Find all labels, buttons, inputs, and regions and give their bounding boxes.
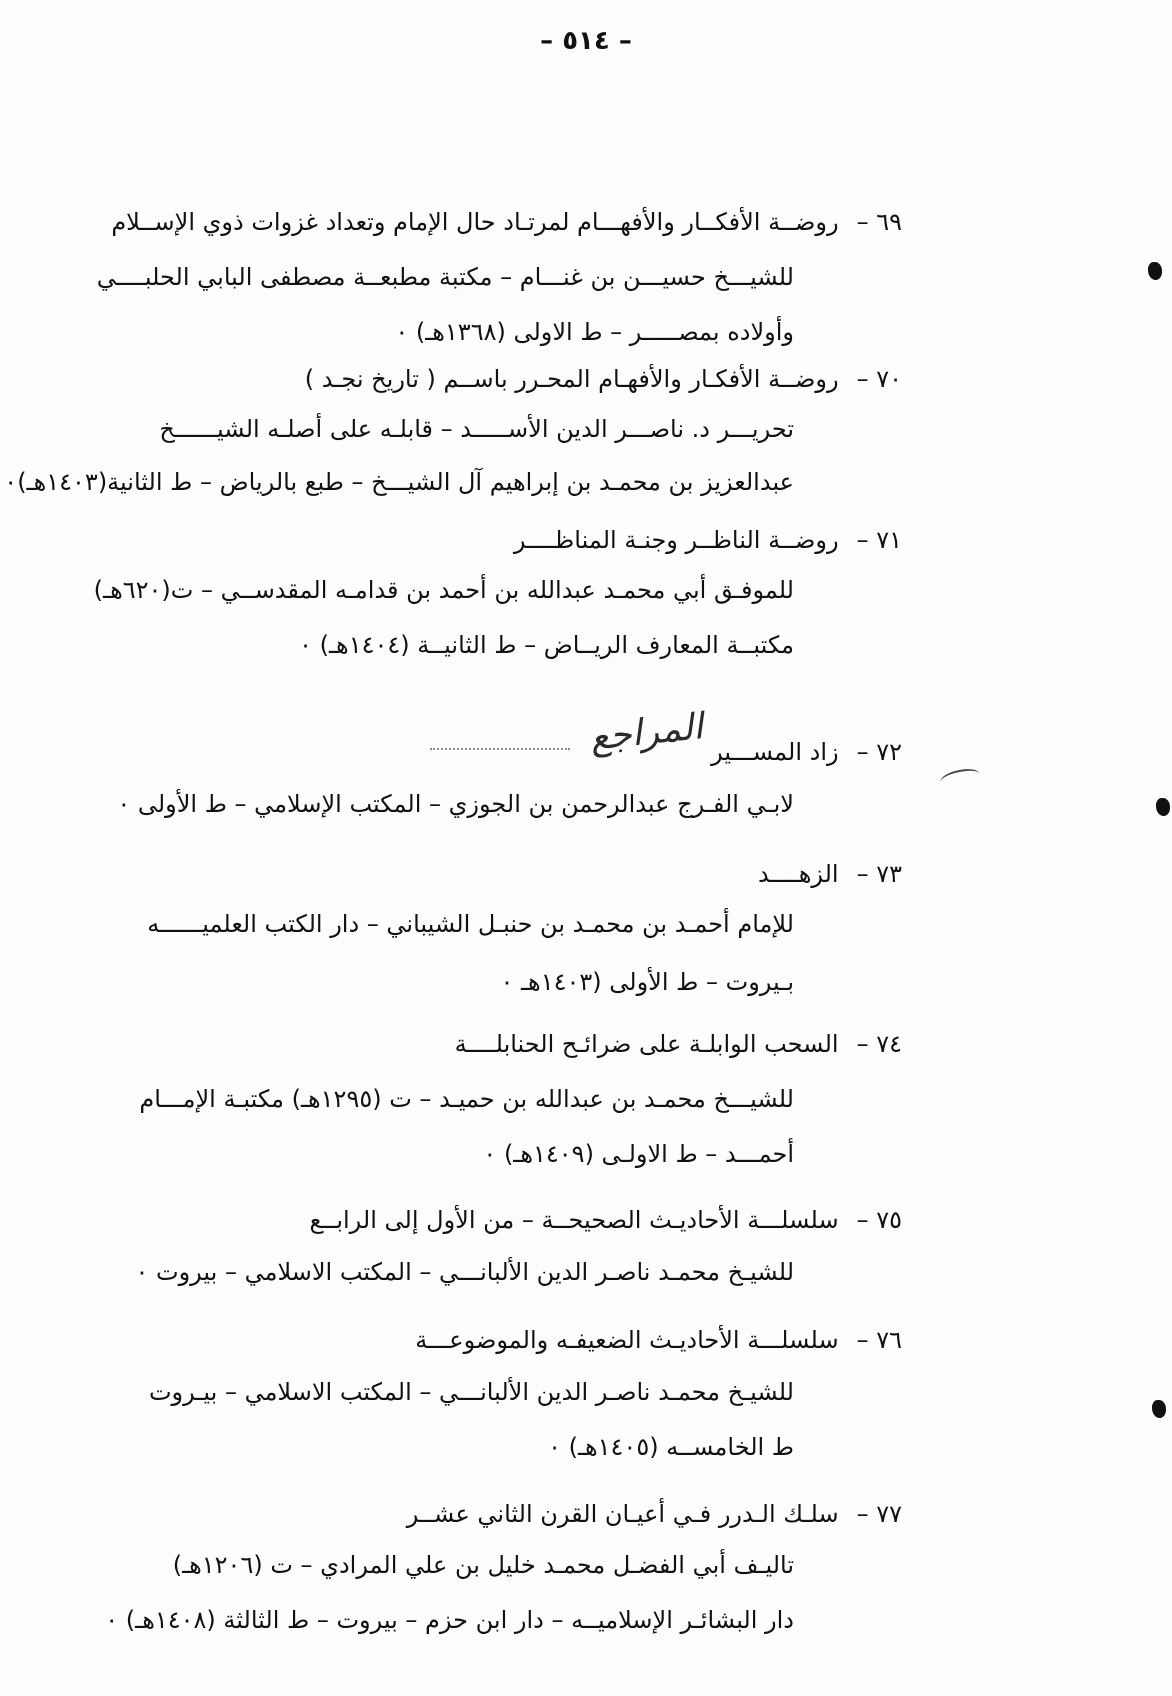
entry-72-title-line xyxy=(711,740,902,764)
entry-76-number: ٧٦ – xyxy=(856,1326,902,1354)
entry-70-line-3: عبدالعزيز بن محمـد بن إبراهيم آل الشيـــخ – طبع بالرياض – ط الثانية(١٤٠٣هـ)٠ xyxy=(4,468,794,496)
entry-75-title-line xyxy=(309,1208,902,1232)
entry-71-line-2: للموفـق أبي محمـد عبدالله بن أحمد بن قدامـه المقدســي – ت(٦٢٠هـ) xyxy=(93,576,794,604)
pen-stroke xyxy=(939,766,981,790)
dotted-line xyxy=(430,748,570,750)
entry-76-line-3: ط الخامســه (١٤٠٥هـ) ٠ xyxy=(548,1433,794,1461)
entry-74-line-2: للشيـــخ محمـد بن عبدالله بن حميـد – ت (١٢٩٥هـ) مكتبـة الإمـــام xyxy=(139,1085,794,1113)
entry-75-number: ٧٥ – xyxy=(856,1206,902,1234)
entry-73-line-2: للإمام أحمـد بن محمـد بن حنبـل الشيباني – دار الكتب العلميــــــه xyxy=(147,910,794,938)
entry-72-number: ٧٢ – xyxy=(856,738,902,766)
entry-73-title: الزهــــد xyxy=(757,860,839,888)
entry-70-title-line xyxy=(305,367,902,391)
entry-73-number: ٧٣ – xyxy=(856,860,902,888)
scan-mark xyxy=(1152,1400,1166,1418)
entry-77-title: سلـك الـدرر فـي أعيـان القرن الثاني عشــر xyxy=(406,1500,839,1528)
entry-76-title-line xyxy=(415,1328,902,1352)
entry-70-number: ٧٠ – xyxy=(856,365,902,393)
entry-74-number: ٧٤ – xyxy=(856,1030,902,1058)
scan-mark xyxy=(1156,798,1170,816)
entry-71-line-3: مكتبــة المعارف الريــاض – ط الثانيــة (١٤٠٤هـ) ٠ xyxy=(299,631,794,659)
entry-71-title: روضــة الناظــر وجنـة المناظــــر xyxy=(513,526,839,554)
entry-77-number: ٧٧ – xyxy=(856,1500,902,1528)
entry-77-line-3: دار البشائـر الإسلاميــه – دار ابن حزم – بيروت – ط الثالثة (١٤٠٨هـ) ٠ xyxy=(105,1606,794,1634)
page-number: – ٥١٤ – xyxy=(540,26,632,56)
entry-73-title-line xyxy=(758,862,902,886)
entry-69-line-3: وأولاده بمصـــــر – ط الاولى (١٣٦٨هـ) ٠ xyxy=(395,318,794,346)
entry-77-line-2: تاليـف أبي الفضـل محمـد خليل بن علي المرادي – ت (١٢٠٦هـ) xyxy=(172,1551,794,1579)
entry-74-title: السحب الوابلـة على ضرائـح الحنابلــــة xyxy=(454,1030,839,1058)
entry-76-line-2: للشيـخ محمـد ناصـر الدين الألبانـــي – المكتب الاسلامي – بيـروت xyxy=(148,1378,794,1406)
entry-72-title: زاد المســـير xyxy=(711,738,839,766)
scan-mark xyxy=(1148,262,1162,280)
entry-69-title-line xyxy=(111,210,902,234)
entry-75-line-2: للشيـخ محمـد ناصـر الدين الألبانـــي – المكتب الاسلامي – بيروت ٠ xyxy=(135,1258,794,1286)
entry-74-line-3: أحمـــد – ط الاولـى (١٤٠٩هـ) ٠ xyxy=(483,1140,794,1168)
entry-73-line-3: بـيروت – ط الأولى (١٤٠٣هـ ٠ xyxy=(500,968,794,996)
entry-71-number: ٧١ – xyxy=(856,526,902,554)
handwritten-note: المراجع xyxy=(588,706,705,759)
entry-74-title-line xyxy=(455,1032,902,1056)
entry-69-line-2: للشيـــخ حسيـــن بن غنـــام – مكتبة مطبعــة مصطفى البابي الحلبــــي xyxy=(96,263,794,291)
entry-77-title-line xyxy=(407,1502,902,1526)
entry-70-title: روضــة الأفكـار والأفهـام المحـرر باســم ( تاريخ نجـد ) xyxy=(304,365,839,393)
entry-76-title: سلسلـــة الأحاديـث الضعيفـه والموضوعـــة xyxy=(415,1326,839,1354)
entry-69-number: ٦٩ – xyxy=(856,208,902,236)
entry-75-title: سلسلـــة الأحاديـث الصحيحــة – من الأول إلى الرابــع xyxy=(309,1206,839,1234)
entry-72-line-2: لابـي الفـرج عبدالرحمن بن الجوزي – المكتب الإسلامي – ط الأولى ٠ xyxy=(117,790,794,818)
entry-69-title: روضــة الأفكــار والأفهـــام لمرتـاد حال الإمام وتعداد غزوات ذوي الإســلام xyxy=(111,208,839,236)
entry-70-line-2: تحريـــر د. ناصـــر الدين الأســـــد – قابلـه على أصلـه الشيــــــخ xyxy=(159,415,794,443)
entry-71-title-line xyxy=(514,528,902,552)
